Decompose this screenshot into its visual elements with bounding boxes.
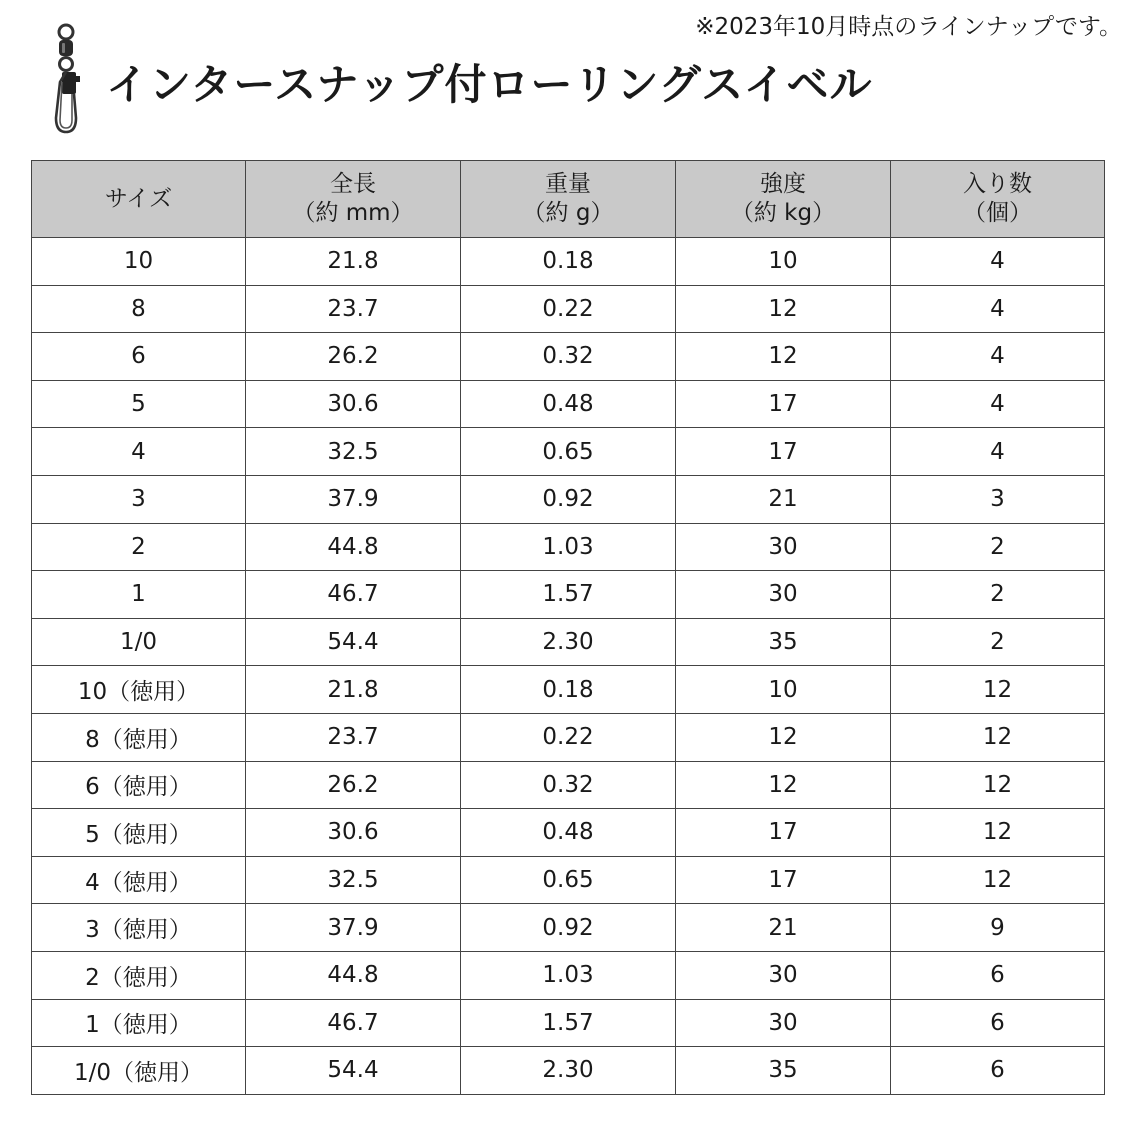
header-quantity: 入り数 （個） [891,161,1105,238]
table-row [32,761,1105,809]
table-row [32,856,1105,904]
cell-strength: 17 [676,856,891,904]
cell-size: 1（徳用） [32,999,246,1047]
cell-size: 6 [32,333,246,381]
cell-length: 26.2 [246,761,461,809]
cell-size: 8（徳用） [32,713,246,761]
cell-strength: 35 [676,1047,891,1095]
cell-weight: 0.18 [461,238,676,286]
table-row [32,904,1105,952]
cell-weight: 0.65 [461,856,676,904]
cell-size: 5（徳用） [32,809,246,857]
cell-quantity: 6 [891,951,1105,999]
table-row [32,666,1105,714]
header-length: 全長 （約 mm） [246,161,461,238]
cell-quantity: 4 [891,333,1105,381]
cell-length: 44.8 [246,523,461,571]
cell-weight: 1.57 [461,999,676,1047]
cell-weight: 0.92 [461,904,676,952]
cell-length: 30.6 [246,809,461,857]
cell-strength: 30 [676,999,891,1047]
cell-strength: 12 [676,713,891,761]
table-row [32,618,1105,666]
cell-strength: 30 [676,571,891,619]
cell-size: 4（徳用） [32,856,246,904]
cell-strength: 12 [676,285,891,333]
cell-quantity: 2 [891,523,1105,571]
cell-length: 21.8 [246,238,461,286]
cell-length: 46.7 [246,571,461,619]
cell-strength: 12 [676,333,891,381]
cell-size: 2（徳用） [32,951,246,999]
cell-quantity: 4 [891,428,1105,476]
cell-quantity: 12 [891,666,1105,714]
cell-length: 46.7 [246,999,461,1047]
cell-strength: 17 [676,380,891,428]
cell-length: 44.8 [246,951,461,999]
cell-strength: 21 [676,904,891,952]
cell-strength: 17 [676,428,891,476]
cell-weight: 0.22 [461,285,676,333]
cell-length: 26.2 [246,333,461,381]
cell-weight: 0.32 [461,761,676,809]
table-row [32,951,1105,999]
cell-weight: 0.48 [461,809,676,857]
cell-weight: 1.57 [461,571,676,619]
cell-quantity: 4 [891,380,1105,428]
table-row [32,571,1105,619]
cell-size: 2 [32,523,246,571]
table-body [32,238,1105,1095]
cell-quantity: 12 [891,761,1105,809]
header-strength: 強度 （約 kg） [676,161,891,238]
table-row [32,285,1105,333]
cell-size: 4 [32,428,246,476]
cell-size: 5 [32,380,246,428]
cell-size: 1 [32,571,246,619]
cell-size: 3（徳用） [32,904,246,952]
cell-size: 10 [32,238,246,286]
cell-quantity: 2 [891,571,1105,619]
table-row [32,475,1105,523]
cell-length: 21.8 [246,666,461,714]
cell-quantity: 4 [891,285,1105,333]
cell-strength: 12 [676,761,891,809]
cell-quantity: 12 [891,856,1105,904]
table-row [32,809,1105,857]
table-row [32,428,1105,476]
cell-size: 8 [32,285,246,333]
table-row [32,713,1105,761]
cell-quantity: 3 [891,475,1105,523]
cell-length: 37.9 [246,904,461,952]
cell-strength: 21 [676,475,891,523]
table-row [32,380,1105,428]
cell-size: 1/0 [32,618,246,666]
table-row [32,1047,1105,1095]
snap-swivel-icon [46,22,86,138]
table-header-row [32,161,1105,238]
cell-quantity: 6 [891,999,1105,1047]
spec-table [31,160,1105,1095]
cell-strength: 30 [676,523,891,571]
cell-quantity: 12 [891,713,1105,761]
cell-strength: 10 [676,238,891,286]
cell-length: 37.9 [246,475,461,523]
cell-length: 32.5 [246,428,461,476]
cell-weight: 0.22 [461,713,676,761]
cell-length: 54.4 [246,618,461,666]
cell-weight: 2.30 [461,1047,676,1095]
cell-weight: 0.92 [461,475,676,523]
cell-strength: 30 [676,951,891,999]
cell-weight: 2.30 [461,618,676,666]
cell-weight: 1.03 [461,523,676,571]
cell-weight: 0.48 [461,380,676,428]
cell-strength: 35 [676,618,891,666]
page-title: インタースナップ付ローリングスイベル [106,60,873,109]
cell-quantity: 4 [891,238,1105,286]
header-weight: 重量 （約 g） [461,161,676,238]
cell-quantity: 9 [891,904,1105,952]
table-row [32,523,1105,571]
cell-strength: 10 [676,666,891,714]
cell-length: 32.5 [246,856,461,904]
cell-strength: 17 [676,809,891,857]
cell-length: 23.7 [246,285,461,333]
cell-weight: 0.18 [461,666,676,714]
cell-weight: 0.32 [461,333,676,381]
table-row [32,238,1105,286]
cell-size: 1/0（徳用） [32,1047,246,1095]
cell-quantity: 2 [891,618,1105,666]
cell-weight: 1.03 [461,951,676,999]
cell-length: 30.6 [246,380,461,428]
cell-size: 10（徳用） [32,666,246,714]
cell-size: 3 [32,475,246,523]
cell-quantity: 12 [891,809,1105,857]
cell-size: 6（徳用） [32,761,246,809]
table-row [32,999,1105,1047]
lineup-note: ※2023年10月時点のラインナップです。 [695,14,1122,40]
cell-weight: 0.65 [461,428,676,476]
table-row [32,333,1105,381]
cell-quantity: 6 [891,1047,1105,1095]
cell-length: 54.4 [246,1047,461,1095]
header-size: サイズ [32,161,246,238]
cell-length: 23.7 [246,713,461,761]
